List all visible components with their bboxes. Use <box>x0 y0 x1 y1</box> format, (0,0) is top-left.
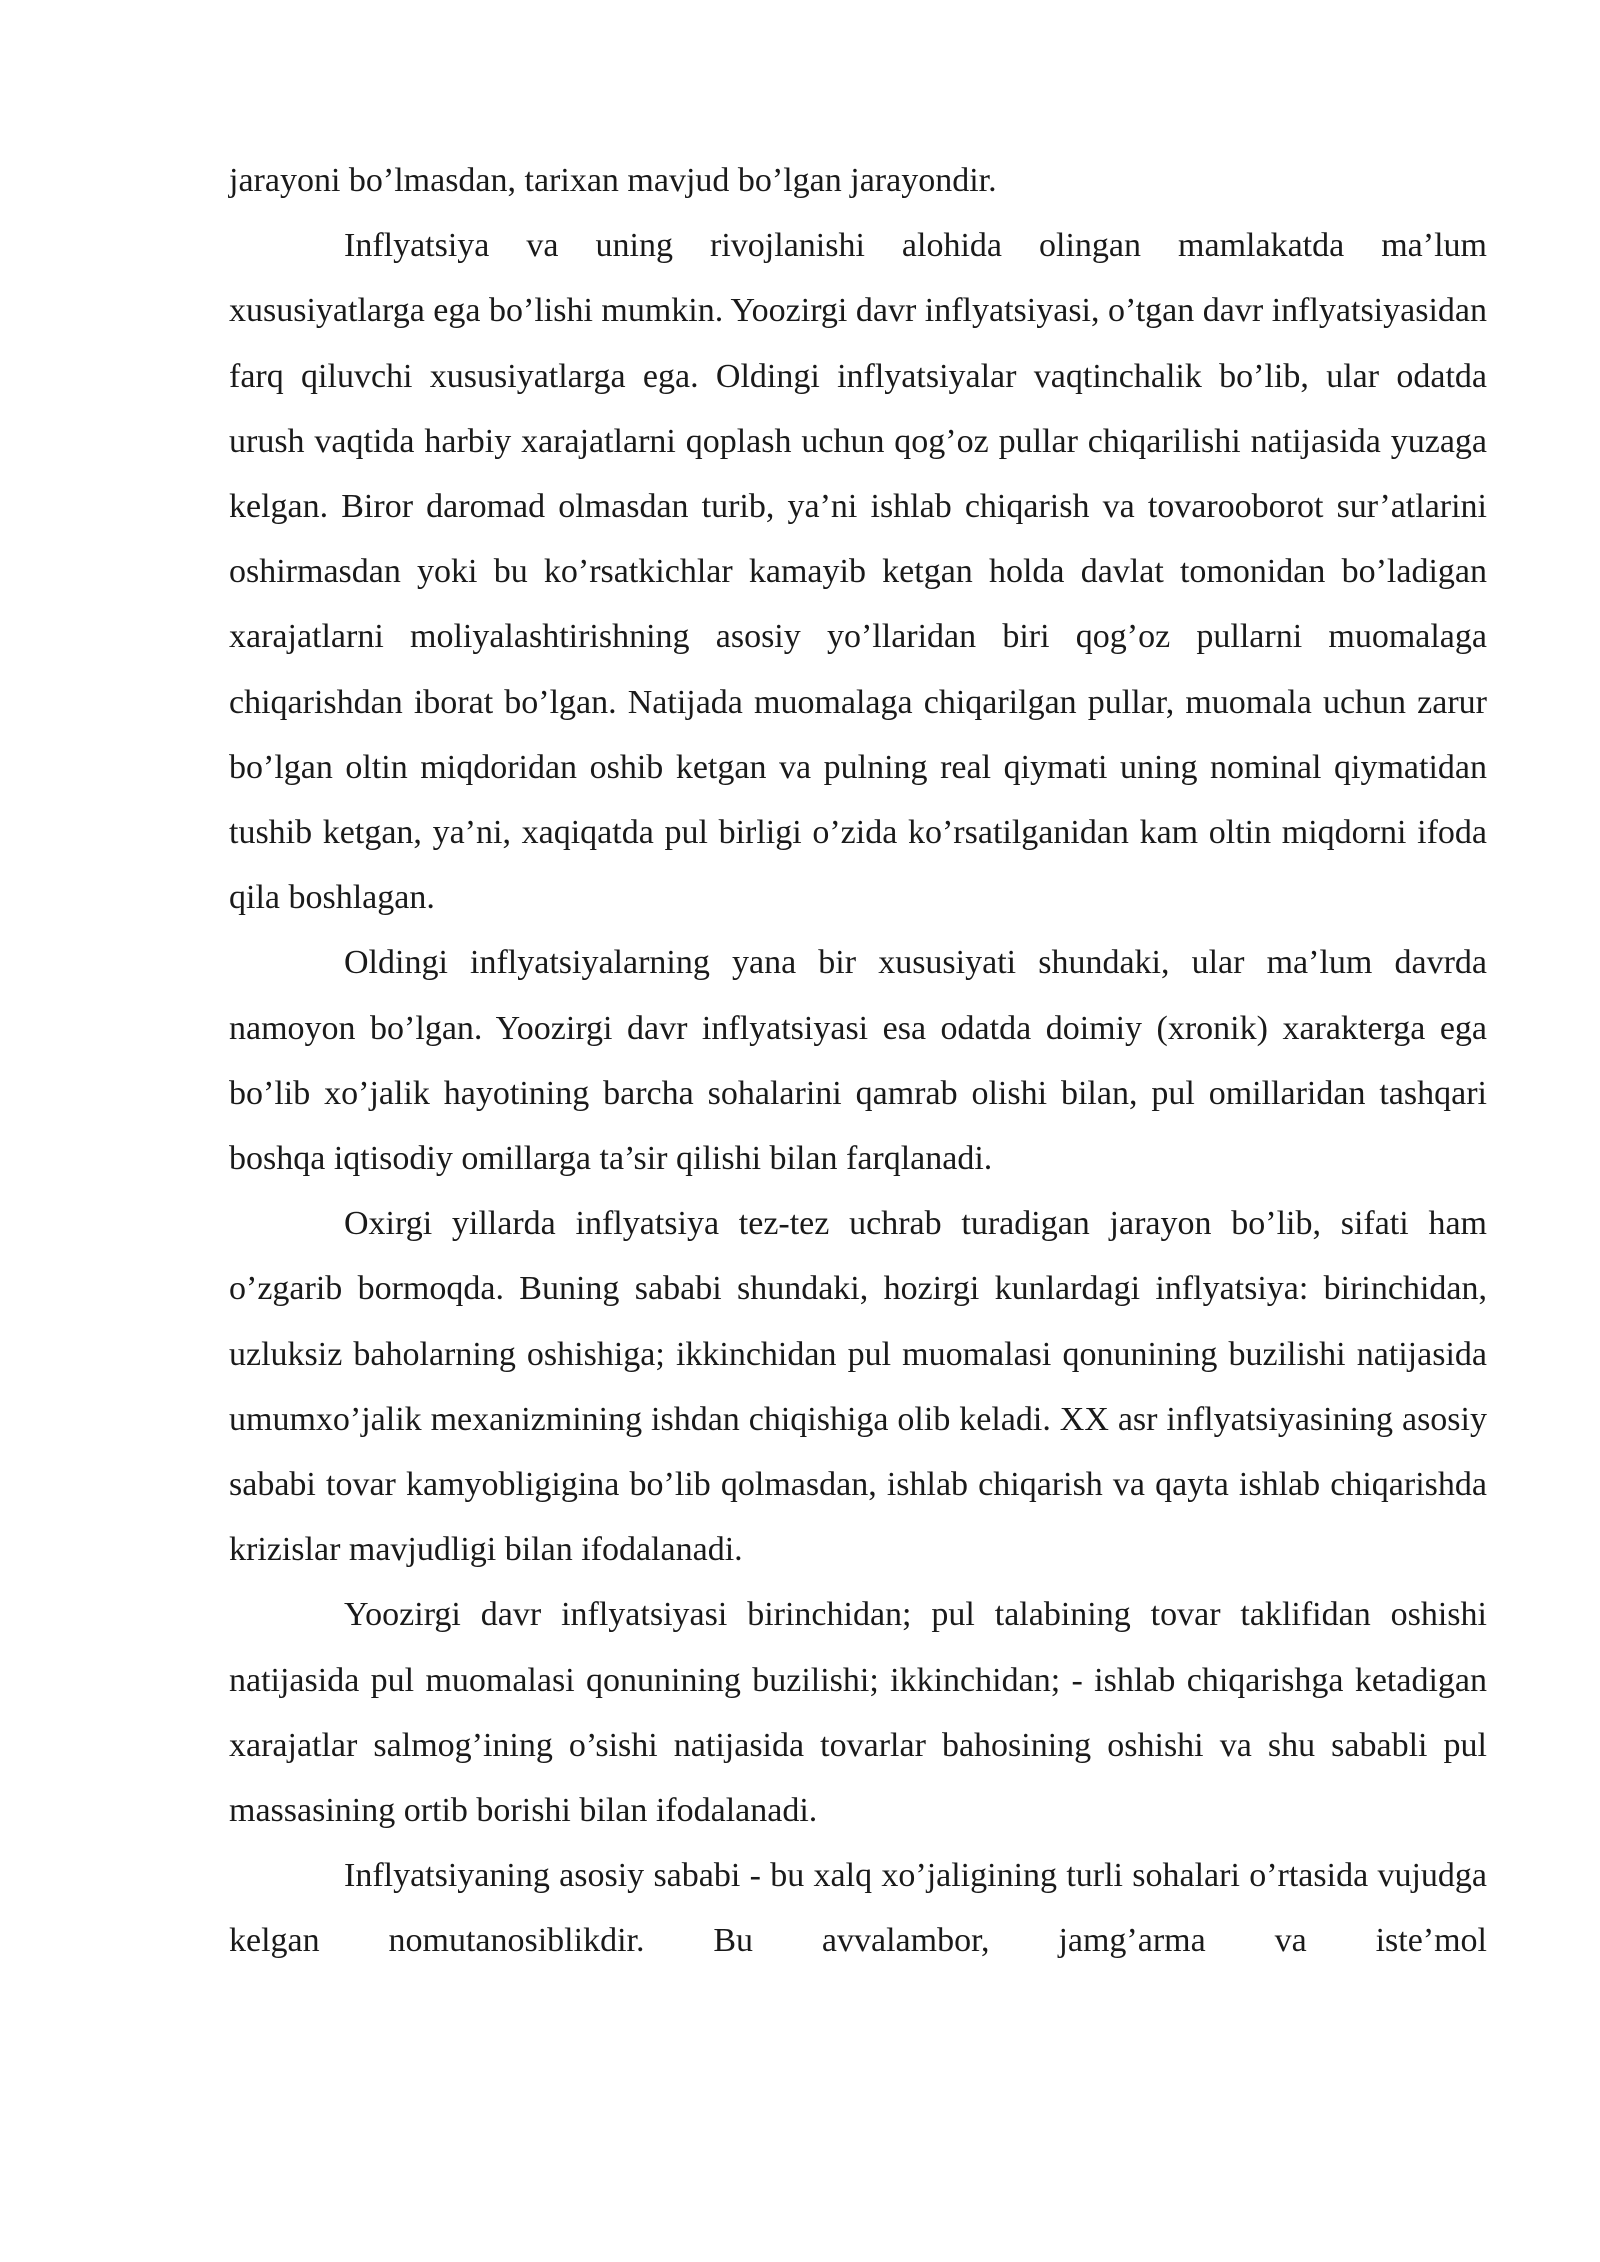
paragraph-previous-inflations: Oldingi inflyatsiyalarning yana bir xususiyati shundaki, ular ma’lum davrda namoyon bo’lgan. Yoozirgi davr inflyatsiyasi esa odatda doimiy (xronik) xarakterga ega bo’lib xo’jalik hayotining barcha sohalarini qamrab olishi bilan, pul omillaridan tashqari boshqa iqtisodiy omillarga ta’sir qilishi bilan farqlanadi. <box>229 944 1487 1178</box>
document-body <box>229 148 1487 1974</box>
paragraph-main-cause: Inflyatsiyaning asosiy sababi - bu xalq xo’jaligining turli sohalari o’rtasida vujudga kelgan nomutanosiblikdir. Bu avvalambor, jamg’arma va iste’mol <box>229 1857 1487 1960</box>
paragraph-modern-inflation: Yoozirgi davr inflyatsiyasi birinchidan; pul talabining tovar taklifidan oshishi natijasida pul muomalasi qonunining buzilishi; ikkinchidan; - ishlab chiqarishga ketadigan xarajatlar salmog’ining o’sishi natijasida tovarlar bahosining oshishi va shu sababli pul massasining ortib borishi bilan ifodalanadi. <box>229 1596 1487 1830</box>
paragraph-inflation-features: Inflyatsiya va uning rivojlanishi alohida olingan mamlakatda ma’lum xususiyatlarga ega bo’lishi mumkin. Yoozirgi davr inflyatsiyasi, o’tgan davr inflyatsiyasidan farq qiluvchi xususiyatlarga ega. Oldingi inflyatsiyalar vaqtinchalik bo’lib, ular odatda urush vaqtida harbiy xarajatlarni qoplash uchun qog’oz pullar chiqarilishi natijasida yuzaga kelgan. Biror daromad olmasdan turib, ya’ni ishlab chiqarish va tovarooborot sur’atlarini oshirmasdan yoki bu ko’rsatkichlar kamayib ketgan holda davlat tomonidan bo’ladigan xarajatlarni moliyalashtirishning asosiy yo’llaridan biri qog’oz pullarni muomalaga chiqarishdan iborat bo’lgan. Natijada muomalaga chiqarilgan pullar, muomala uchun zarur bo’lgan oltin miqdoridan oshib ketgan va pulning real qiymati uning nominal qiymatidan tushib ketgan, ya’ni, xaqiqatda pul birligi o’zida ko’rsatilganidan kam oltin miqdorni ifoda qila boshlagan. <box>229 227 1487 917</box>
paragraph-continuation: jarayoni bo’lmasdan, tarixan mavjud bo’lgan jarayondir. <box>229 162 997 199</box>
paragraph-recent-years: Oxirgi yillarda inflyatsiya tez-tez uchrab turadigan jarayon bo’lib, sifati ham o’zgarib bormoqda. Buning sababi shundaki, hozirgi kunlardagi inflyatsiya: birinchidan, uzluksiz baholarning oshishiga; ikkinchidan pul muomalasi qonunining buzilishi natijasida umumxo’jalik mexanizmining ishdan chiqishiga olib keladi. XX asr inflyatsiyasining asosiy sababi tovar kamyobligigina bo’lib qolmasdan, ishlab chiqarish va qayta ishlab chiqarishda krizislar mavjudligi bilan ifodalanadi. <box>229 1205 1487 1569</box>
